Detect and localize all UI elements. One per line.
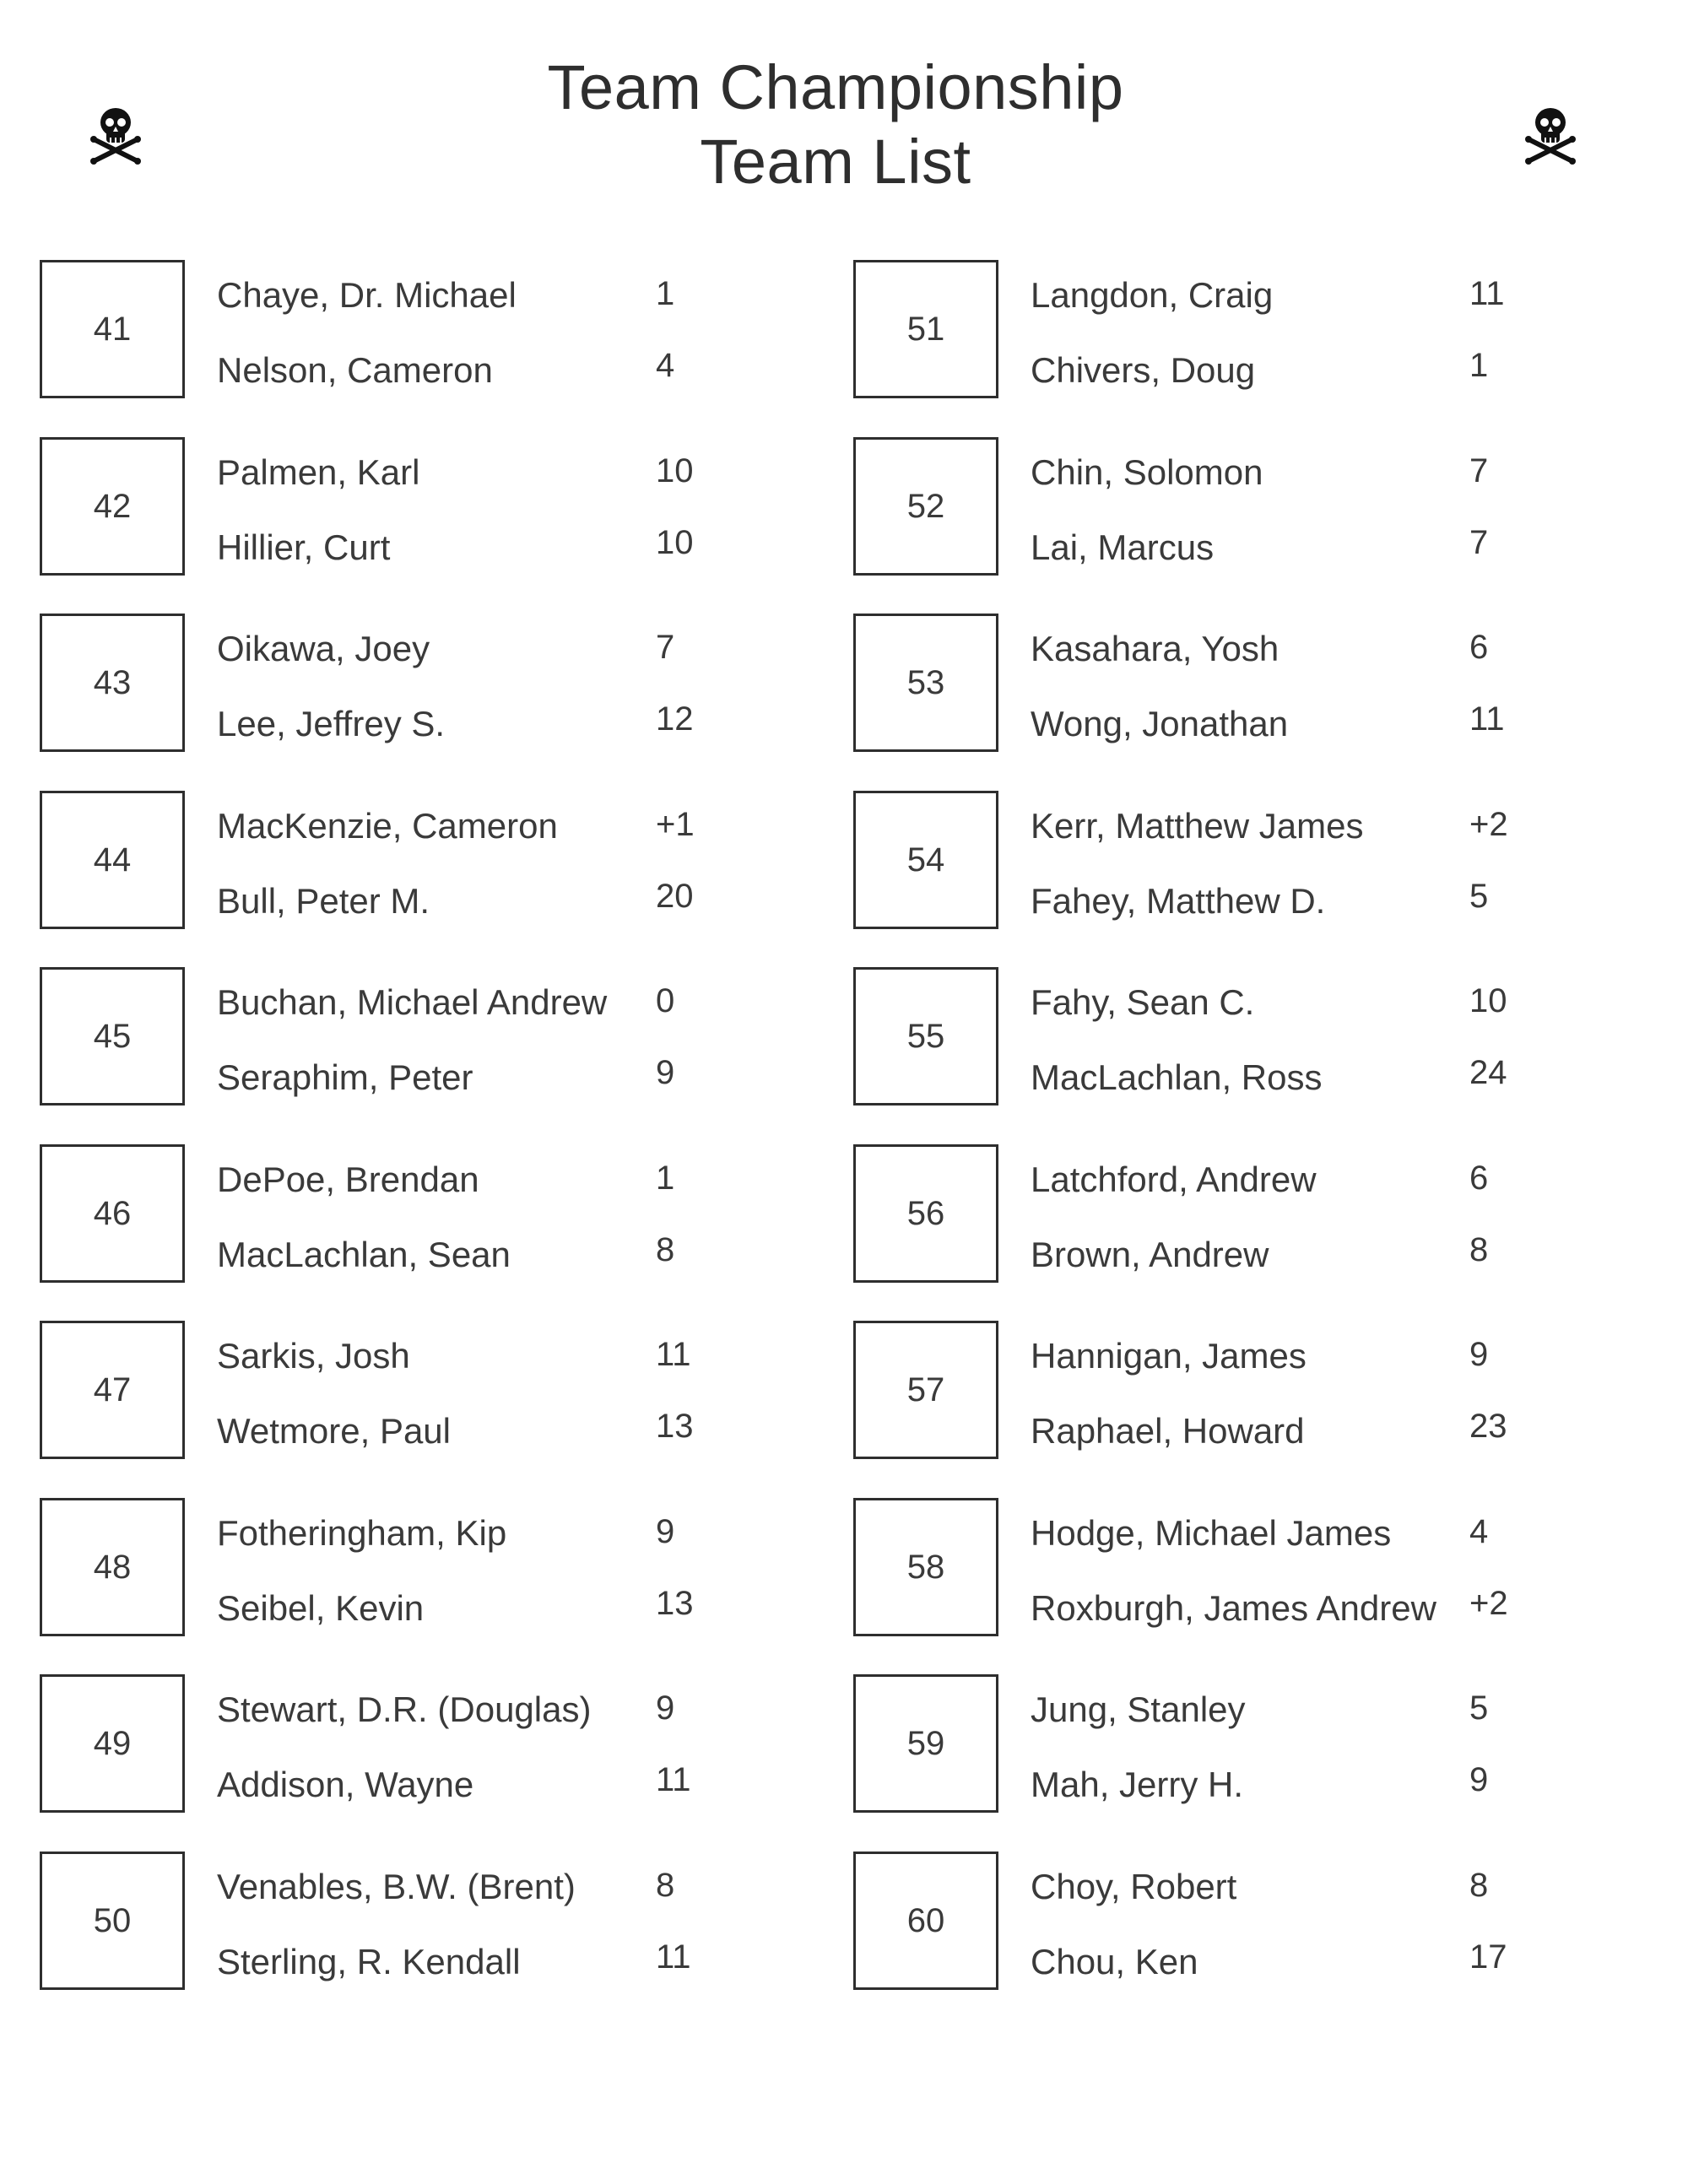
player-handicap: 6 [1469, 1160, 1489, 1197]
player-name: Hannigan, James [1031, 1336, 1307, 1376]
team-number-box: 44 [40, 791, 185, 929]
team-number-box: 51 [853, 260, 998, 398]
player-handicap: 9 [656, 1513, 675, 1550]
player-handicap: 23 [1469, 1408, 1507, 1445]
player-name: Seibel, Kevin [217, 1588, 425, 1628]
team-number-box: 45 [40, 967, 185, 1106]
player-name: Raphael, Howard [1031, 1411, 1305, 1451]
player-handicap: 4 [1469, 1513, 1489, 1550]
player-name: Mah, Jerry H. [1031, 1765, 1244, 1804]
team-entry [40, 1144, 799, 1288]
team-number-box: 55 [853, 967, 998, 1106]
team-number-box: 59 [853, 1674, 998, 1813]
team-entry [853, 791, 1613, 934]
player-handicap: 12 [656, 700, 694, 738]
player-name: Kasahara, Yosh [1031, 629, 1280, 668]
team-number-box: 48 [40, 1498, 185, 1636]
player-handicap: 1 [656, 1160, 675, 1197]
player-handicap: 11 [656, 1336, 691, 1373]
player-name: Langdon, Craig [1031, 275, 1274, 315]
team-number-box: 41 [40, 260, 185, 398]
team-entry [40, 791, 799, 934]
player-handicap: 1 [656, 275, 675, 312]
team-entry [40, 1498, 799, 1641]
player-handicap: 8 [1469, 1867, 1489, 1904]
player-handicap: 7 [656, 629, 675, 666]
team-entry [853, 1144, 1613, 1288]
player-handicap: 8 [1469, 1231, 1489, 1268]
player-handicap: 7 [1469, 452, 1489, 489]
player-handicap: 13 [656, 1408, 694, 1445]
player-name: Nelson, Cameron [217, 350, 493, 390]
team-entry [40, 967, 799, 1111]
team-entry [40, 260, 799, 403]
player-name: Chivers, Doug [1031, 350, 1256, 390]
player-handicap: 10 [656, 452, 694, 489]
player-name: Oikawa, Joey [217, 629, 430, 668]
player-name: MacLachlan, Sean [217, 1235, 511, 1274]
team-entry [853, 437, 1613, 581]
team-entry [40, 1674, 799, 1818]
team-number-box: 58 [853, 1498, 998, 1636]
player-handicap: 8 [656, 1867, 675, 1904]
player-name: MacLachlan, Ross [1031, 1057, 1323, 1097]
player-handicap: 10 [656, 524, 694, 561]
player-name: MacKenzie, Cameron [217, 806, 558, 846]
team-number-box: 56 [853, 1144, 998, 1283]
player-handicap: 11 [1469, 275, 1505, 312]
team-entry [853, 1674, 1613, 1818]
team-entry [853, 967, 1613, 1111]
team-entry [40, 614, 799, 757]
player-name: Brown, Andrew [1031, 1235, 1269, 1274]
player-handicap: 11 [656, 1761, 691, 1798]
player-name: Fotheringham, Kip [217, 1513, 507, 1553]
player-name: Stewart, D.R. (Douglas) [217, 1689, 592, 1729]
team-number-box: 43 [40, 614, 185, 752]
player-handicap: 10 [1469, 982, 1507, 1019]
player-handicap: 9 [656, 1689, 675, 1727]
player-name: Fahey, Matthew D. [1031, 881, 1326, 921]
player-name: Jung, Stanley [1031, 1689, 1246, 1729]
player-handicap: 1 [1469, 347, 1489, 384]
player-name: Wetmore, Paul [217, 1411, 451, 1451]
player-name: Wong, Jonathan [1031, 704, 1289, 743]
player-name: Hillier, Curt [217, 527, 391, 567]
team-number-box: 57 [853, 1321, 998, 1459]
team-number-box: 54 [853, 791, 998, 929]
player-handicap: 4 [656, 347, 675, 384]
player-name: Lai, Marcus [1031, 527, 1215, 567]
player-name: Roxburgh, James Andrew [1031, 1588, 1436, 1628]
player-name: Bull, Peter M. [217, 881, 430, 921]
player-name: Chaye, Dr. Michael [217, 275, 517, 315]
player-name: Kerr, Matthew James [1031, 806, 1364, 846]
player-handicap: +1 [656, 806, 695, 843]
player-name: Chou, Ken [1031, 1942, 1198, 1981]
team-entry [853, 1321, 1613, 1464]
team-entry [40, 437, 799, 581]
team-entry [853, 1852, 1613, 1995]
player-handicap: +2 [1469, 1585, 1508, 1622]
player-name: Fahy, Sean C. [1031, 982, 1255, 1022]
player-handicap: 11 [1469, 700, 1505, 738]
player-name: Buchan, Michael Andrew [217, 982, 608, 1022]
player-handicap: 9 [656, 1054, 675, 1091]
team-number-box: 50 [40, 1852, 185, 1990]
team-number-box: 46 [40, 1144, 185, 1283]
team-number-box: 49 [40, 1674, 185, 1813]
player-name: Latchford, Andrew [1031, 1160, 1317, 1199]
player-handicap: 9 [1469, 1761, 1489, 1798]
player-name: Sarkis, Josh [217, 1336, 410, 1376]
player-name: DePoe, Brendan [217, 1160, 479, 1199]
player-handicap: 9 [1469, 1336, 1489, 1373]
page-title: Team Championship [547, 52, 1124, 122]
player-handicap: 8 [656, 1231, 675, 1268]
player-handicap: 20 [656, 878, 694, 915]
player-handicap: 17 [1469, 1938, 1507, 1976]
player-handicap: 13 [656, 1585, 694, 1622]
player-handicap: 5 [1469, 1689, 1489, 1727]
player-handicap: 24 [1469, 1054, 1507, 1091]
player-name: Seraphim, Peter [217, 1057, 473, 1097]
player-handicap: 7 [1469, 524, 1489, 561]
player-name: Lee, Jeffrey S. [217, 704, 446, 743]
player-handicap: 11 [656, 1938, 691, 1976]
player-name: Venables, B.W. (Brent) [217, 1867, 576, 1906]
player-name: Palmen, Karl [217, 452, 420, 492]
team-entry [853, 1498, 1613, 1641]
player-name: Choy, Robert [1031, 1867, 1237, 1906]
team-entry [853, 260, 1613, 403]
player-handicap: 6 [1469, 629, 1489, 666]
team-number-box: 60 [853, 1852, 998, 1990]
player-handicap: 0 [656, 982, 675, 1019]
team-number-box: 42 [40, 437, 185, 576]
player-name: Chin, Solomon [1031, 452, 1263, 492]
player-name: Hodge, Michael James [1031, 1513, 1392, 1553]
page-subtitle: Team List [700, 127, 971, 197]
team-number-box: 52 [853, 437, 998, 576]
team-entry [40, 1321, 799, 1464]
team-number-box: 47 [40, 1321, 185, 1459]
team-entry [40, 1852, 799, 1995]
team-number-box: 53 [853, 614, 998, 752]
player-handicap: 5 [1469, 878, 1489, 915]
player-name: Sterling, R. Kendall [217, 1942, 521, 1981]
team-entry [853, 614, 1613, 757]
player-name: Addison, Wayne [217, 1765, 474, 1804]
player-handicap: +2 [1469, 806, 1508, 843]
